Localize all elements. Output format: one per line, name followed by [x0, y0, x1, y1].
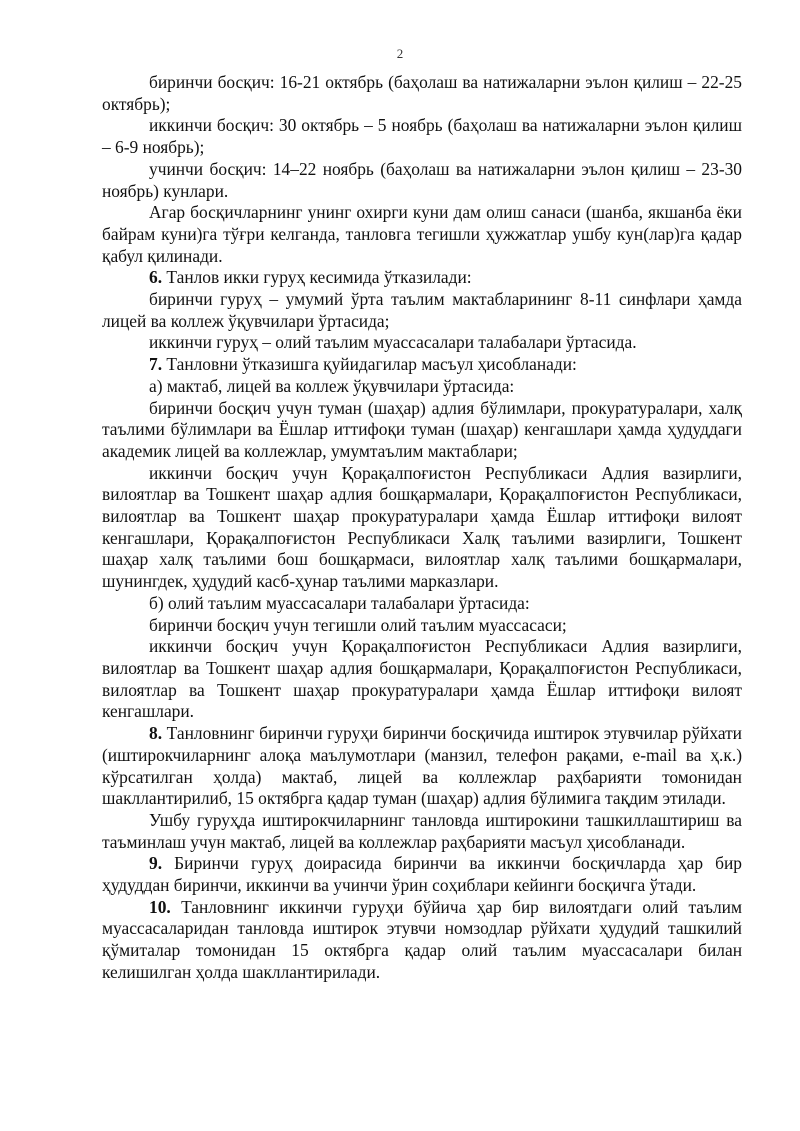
- paragraph-text: иккинчи босқич учун Қорақалпоғистон Республикаси Адлия вазирлиги, вилоятлар ва Тошкент шаҳар адлия бошқармалари, Қорақалпоғистон Республикаси, вилоятлар ва Тошкент шаҳар прокуратуралари ҳамда Ёшлар иттифоқи вилоят кенгашлари, Қорақалпоғистон Республикаси Халқ таълими вазирлиги, Тошкент шаҳар халқ таълими бош бошқармаси, вилоятлар халқ таълими бошқармалари, шунингдек, ҳудудий касб-ҳунар таълими марказлари.: [102, 462, 742, 592]
- paragraph: [102, 897, 742, 984]
- paragraph: [102, 202, 742, 267]
- paragraph: [102, 398, 742, 463]
- clause-number: 6.: [149, 267, 163, 288]
- clause-number: 8.: [149, 723, 163, 744]
- paragraph: [102, 267, 742, 289]
- paragraph: [102, 159, 742, 202]
- document-body: [102, 72, 742, 984]
- paragraph-text: б) олий таълим муассасалари талабалари ўртасида:: [149, 592, 530, 613]
- paragraph: [102, 115, 742, 158]
- paragraph-text: Танловни ўтказишга қуйидагилар масъул ҳисобланади:: [166, 354, 577, 375]
- paragraph-text: биринчи босқич учун туман (шаҳар) адлия бўлимлари, прокуратуралари, халқ таълими бўлимлари ва Ёшлар иттифоқи туман (шаҳар) кенгашлари ҳамда ҳудуддаги академик лицей ва коллежлар, умумтаълим мактаблари;: [102, 397, 742, 461]
- page-number: 2: [396, 46, 404, 61]
- paragraph: [102, 593, 742, 615]
- paragraph: [102, 354, 742, 376]
- clause-number: 10.: [149, 896, 171, 917]
- paragraph-text: иккинчи босқич: 30 октябрь – 5 ноябрь (баҳолаш ва натижаларни эълон қилиш – 6-9 ноябрь);: [102, 115, 742, 158]
- paragraph: [102, 723, 742, 810]
- paragraph-text: биринчи босқич: 16-21 октябрь (баҳолаш ва натижаларни эълон қилиш – 22-25 октябрь);: [102, 72, 742, 114]
- paragraph: [102, 289, 742, 332]
- paragraph: [102, 636, 742, 723]
- paragraph-text: иккинчи гуруҳ – олий таълим муассасалари талабалари ўртасида.: [149, 332, 637, 353]
- paragraph-text: а) мактаб, лицей ва коллеж ўқувчилари ўртасида:: [149, 375, 515, 396]
- paragraph: [102, 853, 742, 896]
- paragraph-text: Танловнинг иккинчи гуруҳи бўйича ҳар бир вилоятдаги олий таълим муассасаларидан танловда иштирок этувчи номзодлар рўйхати ҳудудий ташкилий қўмиталар томонидан 15 октябрга қадар олий таълим муассасалари билан келишилган ҳолда шакллантирилади.: [102, 896, 742, 982]
- paragraph-text: Танлов икки гуруҳ кесимида ўтказилади:: [166, 267, 472, 288]
- paragraph-text: Танловнинг биринчи гуруҳи биринчи босқичида иштирок этувчилар рўйхати (иштирокчиларнинг алоқа маълумотлари (манзил, телефон рақами, e-mail ва ҳ.к.) кўрсатилган ҳолда) мактаб, лицей ва коллежлар раҳбарияти томонидан шакллантирилиб, 15 октябрга қадар туман (шаҳар) адлия бўлимига тақдим этилади.: [102, 723, 742, 809]
- paragraph: [102, 332, 742, 354]
- clause-number: 9.: [149, 853, 163, 874]
- clause-number: 7.: [149, 354, 163, 375]
- paragraph-text: иккинчи босқич учун Қорақалпоғистон Республикаси Адлия вазирлиги, вилоятлар ва Тошкент шаҳар адлия бошқармалари, Қорақалпоғистон Республикаси, вилоятлар ва Тошкент шаҳар прокуратуралари ҳамда Ёшлар иттифоқи вилоят кенгашлари.: [102, 636, 742, 722]
- paragraph-text: биринчи босқич учун тегишли олий таълим муассасаси;: [149, 614, 567, 635]
- paragraph: [102, 463, 742, 593]
- paragraph: [102, 810, 742, 853]
- paragraph: [102, 615, 742, 637]
- paragraph: [102, 72, 742, 115]
- paragraph: [102, 376, 742, 398]
- paragraph-text: учинчи босқич: 14–22 ноябрь (баҳолаш ва натижаларни эълон қилиш – 23-30 ноябрь) кунлари.: [102, 158, 742, 201]
- paragraph-text: Агар босқичларнинг унинг охирги куни дам олиш санаси (шанба, якшанба ёки байрам куни)га тўғри келганда, танловга тегишли ҳужжатлар ушбу кун(лар)га қадар қабул қилинади.: [102, 202, 742, 266]
- paragraph-text: Ушбу гуруҳда иштирокчиларнинг танловда иштирокини ташкиллаштириш ва таъминлаш учун мактаб, лицей ва коллежлар раҳбарияти масъул ҳисобланади.: [102, 809, 742, 852]
- paragraph-text: Биринчи гуруҳ доирасида биринчи ва иккинчи босқичларда ҳар бир ҳудуддан биринчи, иккинчи ва учинчи ўрин соҳиблари кейинги босқичга ўтади.: [102, 853, 742, 896]
- paragraph-text: биринчи гуруҳ – умумий ўрта таълим мактабларининг 8-11 синфлари ҳамда лицей ва коллеж ўқувчилари ўртасида;: [102, 289, 742, 331]
